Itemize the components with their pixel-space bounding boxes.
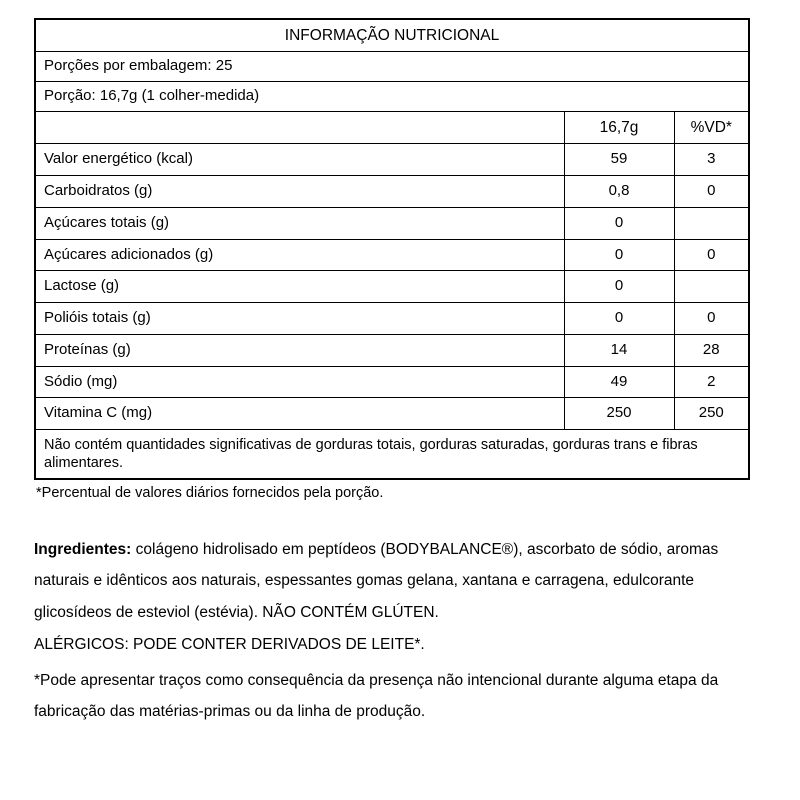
table-row [35, 144, 749, 176]
ingredients-text: colágeno hidrolisado em peptídeos (BODYBALANCE®), ascorbato de sódio, aromas naturais e idênticos aos naturais, espessantes gomas gelana, xantana e carragena, edulcorante glicosídeos de esteviol (estévia). NÃO CONTÉM GLÚTEN. [34, 540, 719, 622]
nutrient-name: Lactose (g) [35, 271, 564, 303]
nutrient-vd [674, 207, 749, 239]
nutrient-amount: 59 [564, 144, 674, 176]
header-vd: %VD* [674, 111, 749, 143]
header-blank [35, 111, 564, 143]
nutrient-name: Vitamina C (mg) [35, 398, 564, 430]
table-header-row [35, 111, 749, 143]
portion-row [35, 82, 749, 112]
nutrient-amount: 0 [564, 271, 674, 303]
nutrient-amount: 0 [564, 207, 674, 239]
nutrient-amount: 49 [564, 366, 674, 398]
table-row [35, 239, 749, 271]
nutrient-amount: 0 [564, 303, 674, 335]
table-row [35, 303, 749, 335]
nutrient-name: Açúcares totais (g) [35, 207, 564, 239]
nutrient-name: Proteínas (g) [35, 334, 564, 366]
ingredients-paragraph [34, 534, 764, 629]
nutrient-vd [674, 271, 749, 303]
table-title-row [35, 19, 749, 52]
allergens-paragraph: ALÉRGICOS: PODE CONTER DERIVADOS DE LEITE*. [34, 635, 425, 653]
nutrient-vd: 3 [674, 144, 749, 176]
nutrient-name: Polióis totais (g) [35, 303, 564, 335]
nutrient-name: Valor energético (kcal) [35, 144, 564, 176]
nutrient-vd: 0 [674, 239, 749, 271]
nutrient-amount: 14 [564, 334, 674, 366]
vd-footnote: *Percentual de valores diários fornecidos pela porção. [36, 485, 384, 502]
table-note-row [35, 430, 749, 480]
nutrient-vd: 250 [674, 398, 749, 430]
nutrient-name: Açúcares adicionados (g) [35, 239, 564, 271]
servings-per-package: Porções por embalagem: 25 [35, 52, 749, 82]
table-row [35, 366, 749, 398]
table-row [35, 398, 749, 430]
nutrient-vd: 28 [674, 334, 749, 366]
header-amount: 16,7g [564, 111, 674, 143]
table-note: Não contém quantidades significativas de gorduras totais, gorduras saturadas, gorduras trans e fibras alimentares. [35, 430, 749, 480]
nutrient-amount: 0,8 [564, 176, 674, 208]
table-row [35, 334, 749, 366]
nutrient-vd: 0 [674, 303, 749, 335]
nutrient-vd: 2 [674, 366, 749, 398]
portion-size: Porção: 16,7g (1 colher-medida) [35, 82, 749, 112]
disclaimer-paragraph: *Pode apresentar traços como consequência da presença não intencional durante alguma etapa da fabricação das matérias-primas ou da linha de produção. [34, 671, 719, 721]
table-row [35, 271, 749, 303]
nutrient-vd: 0 [674, 176, 749, 208]
nutrient-amount: 250 [564, 398, 674, 430]
nutrition-facts-table [34, 18, 750, 480]
nutrient-name: Carboidratos (g) [35, 176, 564, 208]
ingredients-label: Ingredientes: [34, 540, 132, 558]
nutrient-amount: 0 [564, 239, 674, 271]
table-row [35, 176, 749, 208]
table-row [35, 207, 749, 239]
table-title: INFORMAÇÃO NUTRICIONAL [35, 19, 749, 52]
ingredients-block [34, 534, 764, 729]
nutrient-name: Sódio (mg) [35, 366, 564, 398]
servings-row [35, 52, 749, 82]
